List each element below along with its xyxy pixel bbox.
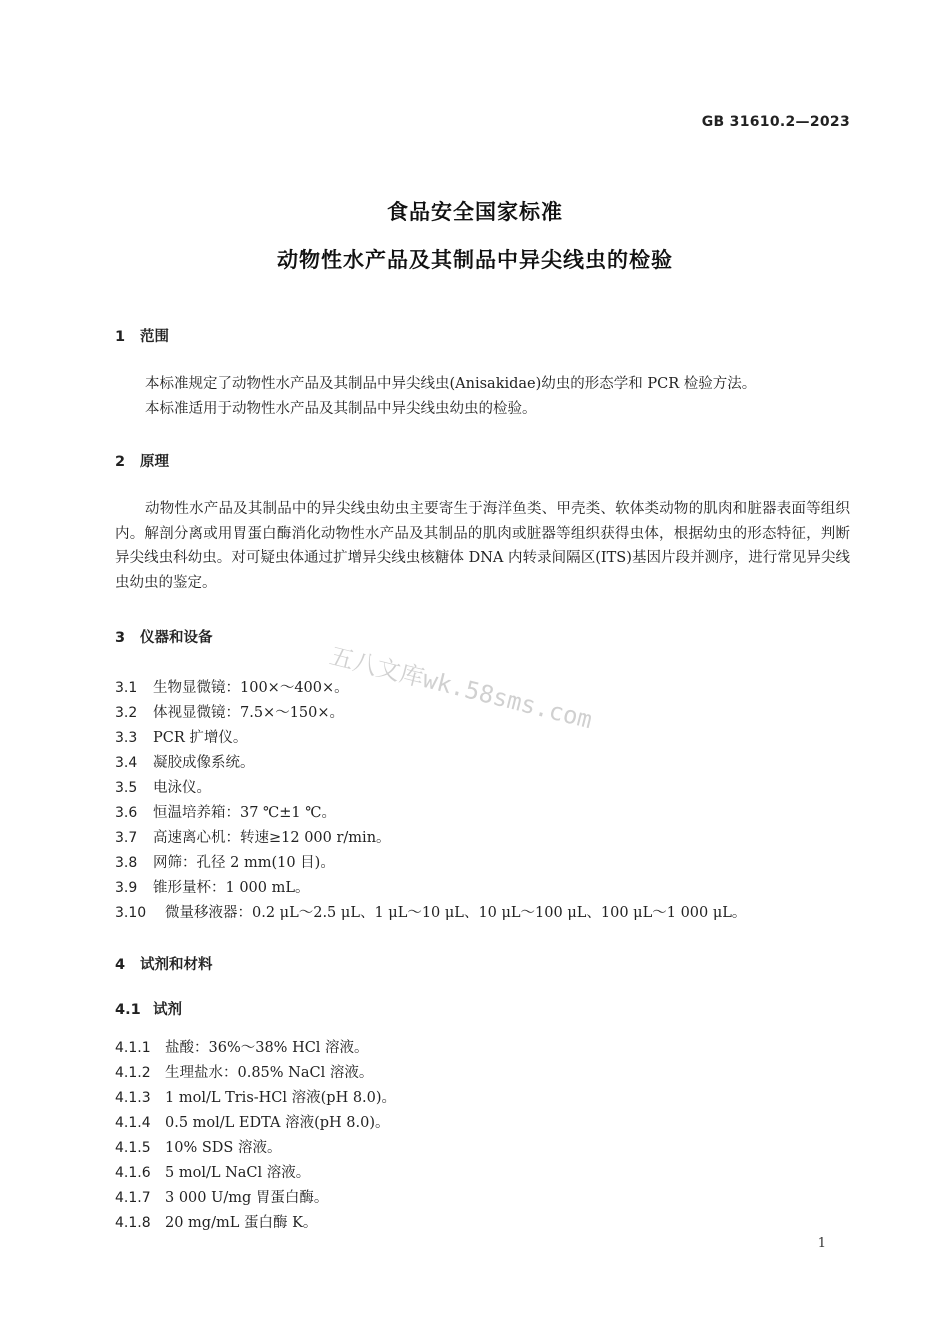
section-title: 试剂和材料 [140,957,213,973]
section-2-paragraph: 动物性水产品及其制品中的异尖线虫幼虫主要寄生于海洋鱼类、甲壳类、软体类动物的肌肉和脏器表面等组织内。解剖分离或用胃蛋白酶消化动物性水产品及其制品的肌肉或脏器等组织获得虫体，根据幼虫的形态特征，判断异尖线虫科幼虫。对可疑虫体通过扩增异尖线虫核糖体 DNA 内转录间隔区(ITS)基因片段并测序，进行常见异尖线虫幼虫的鉴定。 [115,501,850,591]
list-item: 3.10 微量移液器：0.2 μL～2.5 μL、1 μL～10 μL、10 μL～100 μL、100 μL～1 000 μL。 [115,905,747,921]
section-number: 2 [115,454,126,470]
list-item: 3.7 高速离心机：转速≥12 000 r/min。 [115,830,391,846]
list-item: 3.2 体视显微镜：7.5×～150×。 [115,705,345,721]
section-2-heading [115,450,169,471]
list-item: 3.5 电泳仪。 [115,780,211,796]
section-4-heading [115,953,213,974]
list-item: 3.6 恒温培养箱：37 ℃±1 ℃。 [115,805,336,821]
section-number: 1 [115,329,126,345]
watermark: 五八文库wk.58sms.com [326,641,595,735]
section-title: 范围 [140,329,169,345]
list-item: 4.1.3 1 mol/L Tris-HCl 溶液(pH 8.0)。 [115,1090,397,1106]
list-item: 3.3 PCR 扩增仪。 [115,730,248,746]
list-item: 3.9 锥形量杯：1 000 mL。 [115,880,310,896]
subsection-number: 4.1 [115,1002,141,1018]
list-item: 3.8 网筛：孔径 2 mm(10 目)。 [115,855,335,871]
list-item: 4.1.6 5 mol/L NaCl 溶液。 [115,1165,311,1181]
list-item: 4.1.8 20 mg/mL 蛋白酶 K。 [115,1215,318,1231]
standard-code: GB 31610.2—2023 [701,114,850,130]
section-number: 4 [115,957,126,973]
section-3-heading [115,626,213,647]
section-1-heading [115,325,169,346]
section-number: 3 [115,630,126,646]
list-item: 3.4 凝胶成像系统。 [115,755,255,771]
document-title-line2: 动物性水产品及其制品中异尖线虫的检验 [277,248,673,272]
page-number: 1 [817,1236,826,1251]
section-1-paragraph-1: 本标准规定了动物性水产品及其制品中异尖线虫(Anisakidae)幼虫的形态学和 PCR 检验方法。 [145,376,757,392]
section-title: 仪器和设备 [140,630,213,646]
document-title-line1: 食品安全国家标准 [387,200,563,224]
list-item: 4.1.5 10% SDS 溶液。 [115,1140,282,1156]
subsection-4-1-heading [115,998,182,1019]
subsection-title: 试剂 [153,1002,182,1018]
section-title: 原理 [140,454,169,470]
list-item: 3.1 生物显微镜：100×～400×。 [115,680,349,696]
list-item: 4.1.2 生理盐水：0.85% NaCl 溶液。 [115,1065,374,1081]
list-item: 4.1.1 盐酸：36%～38% HCl 溶液。 [115,1040,369,1056]
list-item: 4.1.4 0.5 mol/L EDTA 溶液(pH 8.0)。 [115,1115,390,1131]
list-item: 4.1.7 3 000 U/mg 胃蛋白酶。 [115,1190,329,1206]
section-1-paragraph-2: 本标准适用于动物性水产品及其制品中异尖线虫幼虫的检验。 [145,401,537,417]
